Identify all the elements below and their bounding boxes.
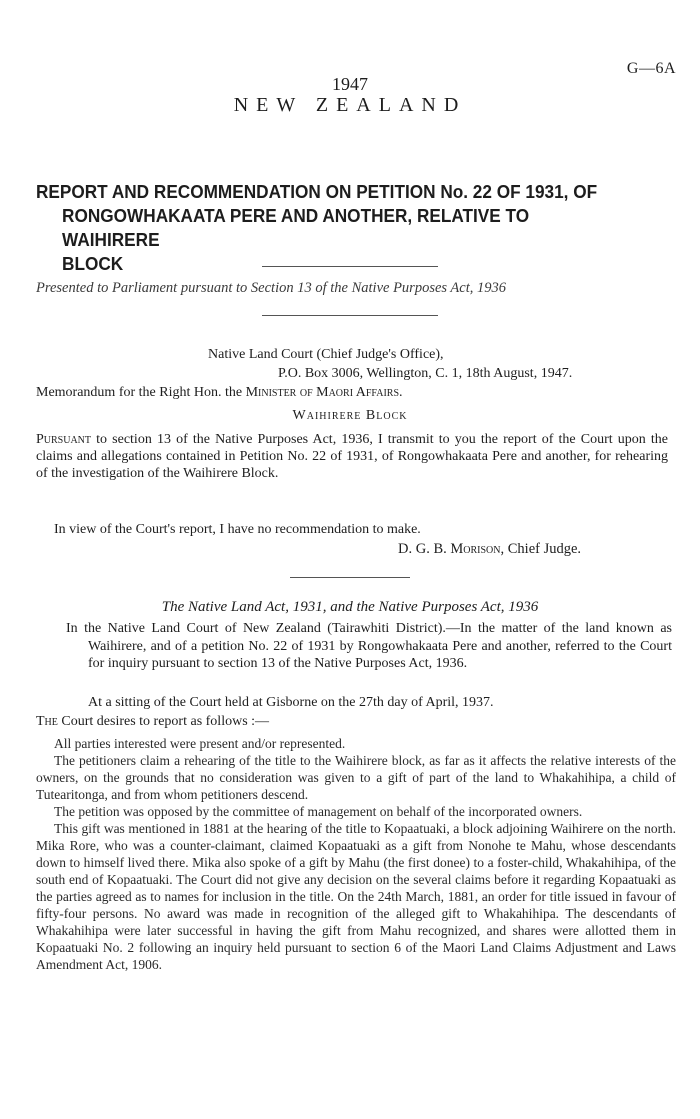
- body-paragraph: The petitioners claim a rehearing of the title to the Waihirere block, as far as it affects the relative interests of the owners, on the grounds that no consideration was given to a gift of part of the land to Whakahihipa, a child of Tutearitonga, and from whom petitioners descend.: [36, 753, 676, 802]
- court-desires-lead: The: [36, 714, 58, 729]
- divider-rule: [262, 266, 438, 267]
- office-line-1: Native Land Court (Chief Judge's Office),: [208, 347, 444, 362]
- signature: [398, 541, 581, 558]
- office-line-2: P.O. Box 3006, Wellington, C. 1, 18th August, 1947.: [278, 366, 573, 381]
- presented-line: Presented to Parliament pursuant to Section 13 of the Native Purposes Act, 1936: [36, 280, 506, 296]
- signature-name: Morison: [450, 541, 501, 557]
- memorandum-line: [36, 385, 403, 401]
- block-heading: Waihirere Block: [292, 408, 408, 423]
- title-line-3: BLOCK: [62, 253, 124, 274]
- recommendation-text: In view of the Court's report, I have no recommendation to make.: [54, 522, 421, 537]
- pursuant-text: to section 13 of the Native Purposes Act, 1936, I transmit to you the report of the Court upon the claims and allegations contained in Petition No. 22 of 1931, of Rongowhakaata Pere and another, for rehearing of the investigation of the Waihirere Block.: [36, 432, 668, 481]
- signature-role: , Chief Judge.: [500, 541, 582, 557]
- signature-initials: D. G. B.: [398, 541, 451, 557]
- body-paragraph: All parties interested were present and/or represented.: [54, 736, 346, 751]
- memo-prefix: Memorandum for the Right Hon. the: [36, 385, 246, 400]
- office-address: [208, 345, 572, 383]
- court-desires-text: Court desires to report as follows :—: [57, 714, 270, 729]
- court-desires-line: [36, 714, 269, 730]
- divider-rule: [290, 577, 410, 578]
- in-the-matter-text: In the Native Land Court of New Zealand (Tairawhiti District).—In the matter of the land known as Waihirere, and of a petition No. 22 of 1931 by Rongowhakaata Pere and another, referred to the Court for inquiry pursuant to section 13 of the Native Purposes Act, 1936.: [66, 621, 672, 671]
- recommendation-paragraph: [36, 521, 668, 538]
- in-the-matter-paragraph: [66, 620, 672, 673]
- country-heading: NEW ZEALAND: [233, 94, 467, 116]
- sitting-line: At a sitting of the Court held at Gisborne on the 27th day of April, 1937.: [88, 695, 494, 710]
- pursuant-lead: Pursuant: [36, 432, 92, 447]
- pursuant-paragraph: [36, 431, 668, 482]
- document-reference: G—6A: [626, 60, 676, 77]
- report-title: [36, 180, 631, 276]
- memo-minister: Minister of Maori Affairs.: [245, 385, 403, 400]
- title-line-2: RONGOWHAKAATA PERE AND ANOTHER, RELATIVE TO WAIHIRERE: [62, 205, 530, 250]
- act-title: The Native Land Act, 1931, and the Native Purposes Act, 1936: [161, 599, 539, 615]
- divider-rule: [262, 315, 438, 316]
- body-paragraph: This gift was mentioned in 1881 at the hearing of the title to Kopaatuaki, a block adjoining Waihirere on the north. Mika Rore, who was a counter-claimant, claimed Kopaatuaki as a gift from Nonohe te Mahu, whose descendants down to himself lived there. Mika also spoke of a gift by Mahu (the first donee) to a foster-child, Whakahihipa, of the south end of Kopaatuaki. The Court did not give any decision on the several claims before it regarding Kopaatuaki as the parties agreed as to names for inclusion in the title. On the 24th March, 1881, an order for title issued in favour of fifty-four persons. No award was made in recognition of the alleged gift to Whakahihipa. The descendants of Whakahihipa were later successful in having the gift from Mahu recognized, and shares were allotted them in Kopaatuaki No. 2 following an inquiry held pursuant to section 6 of the Maori Land Claims Adjustment and Laws Amendment Act, 1906.: [36, 821, 676, 972]
- report-body: [36, 735, 676, 973]
- document-year: 1947: [332, 74, 368, 94]
- body-paragraph: The petition was opposed by the committee of management on behalf of the incorporated owners.: [54, 804, 583, 819]
- title-line-1: REPORT AND RECOMMENDATION ON PETITION No. 22 OF 1931, OF: [36, 181, 598, 202]
